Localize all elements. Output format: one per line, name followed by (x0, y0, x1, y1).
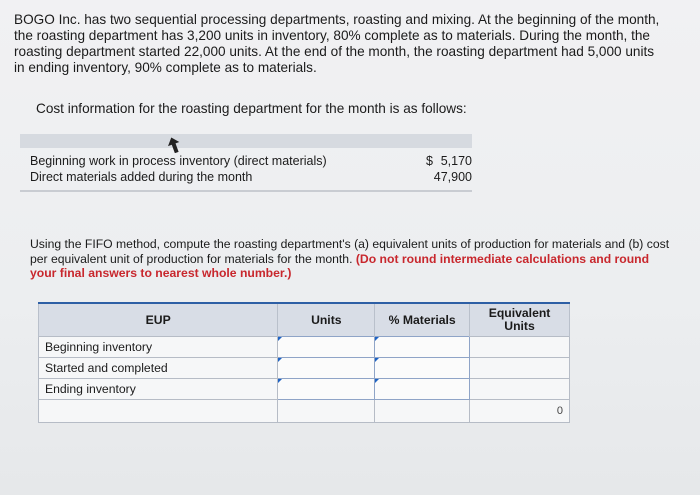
cost-label: Beginning work in process inventory (direct materials) (30, 154, 327, 168)
problem-line: roasting department started 22,000 units. At the end of the month, the roasting department had 5,000 units (14, 44, 655, 59)
cost-amount: 47,900 (433, 170, 472, 184)
eup-table (38, 302, 570, 423)
cost-amount: 5,170 (440, 154, 472, 168)
total-equivalent-units: 0 (470, 400, 570, 423)
equivalent-units-cell (470, 358, 570, 379)
total-units-cell (278, 400, 375, 423)
materials-input[interactable] (375, 358, 470, 379)
row-label: Started and completed (39, 358, 278, 379)
header-eup: EUP (39, 303, 278, 337)
equivalent-units-cell (470, 337, 570, 358)
cost-intro: Cost information for the roasting department for the month is as follows: (36, 101, 467, 116)
problem-line: the roasting department has 3,200 units in inventory, 80% complete as to materials. During the month, the (14, 28, 650, 43)
instructions-text: Using the FIFO method, compute the roasting department's (a) equivalent units of production for materials and (b) cost per equivalent unit of production for materials for the month. (30, 237, 670, 266)
cost-info-table (20, 134, 472, 192)
problem-statement (14, 12, 694, 76)
total-row (39, 400, 570, 423)
units-input[interactable] (278, 337, 375, 358)
equivalent-units-cell (470, 379, 570, 400)
materials-input[interactable] (375, 337, 470, 358)
mouse-cursor-icon (168, 137, 180, 153)
units-input[interactable] (278, 379, 375, 400)
table-row (39, 358, 570, 379)
problem-line: in ending inventory, 90% complete as to materials. (14, 60, 317, 75)
cost-label: Direct materials added during the month (30, 170, 253, 184)
cost-table-header-bar (20, 134, 472, 148)
table-row (39, 379, 570, 400)
rounding-note: (Do not round intermediate calculations and round your final answers to nearest whole number.) (30, 251, 650, 280)
cost-currency: $ (426, 154, 433, 168)
instructions (30, 237, 670, 281)
row-label: Ending inventory (39, 379, 278, 400)
table-row (39, 337, 570, 358)
header-materials: % Materials (375, 303, 470, 337)
header-units: Units (278, 303, 375, 337)
problem-line: BOGO Inc. has two sequential processing departments, roasting and mixing. At the beginning of the month, (14, 12, 660, 27)
cost-table-divider (20, 190, 472, 192)
total-materials-cell (375, 400, 470, 423)
total-label-cell (39, 400, 278, 423)
units-input[interactable] (278, 358, 375, 379)
header-equivalent-units: Equivalent Units (470, 303, 570, 337)
materials-input[interactable] (375, 379, 470, 400)
row-label: Beginning inventory (39, 337, 278, 358)
